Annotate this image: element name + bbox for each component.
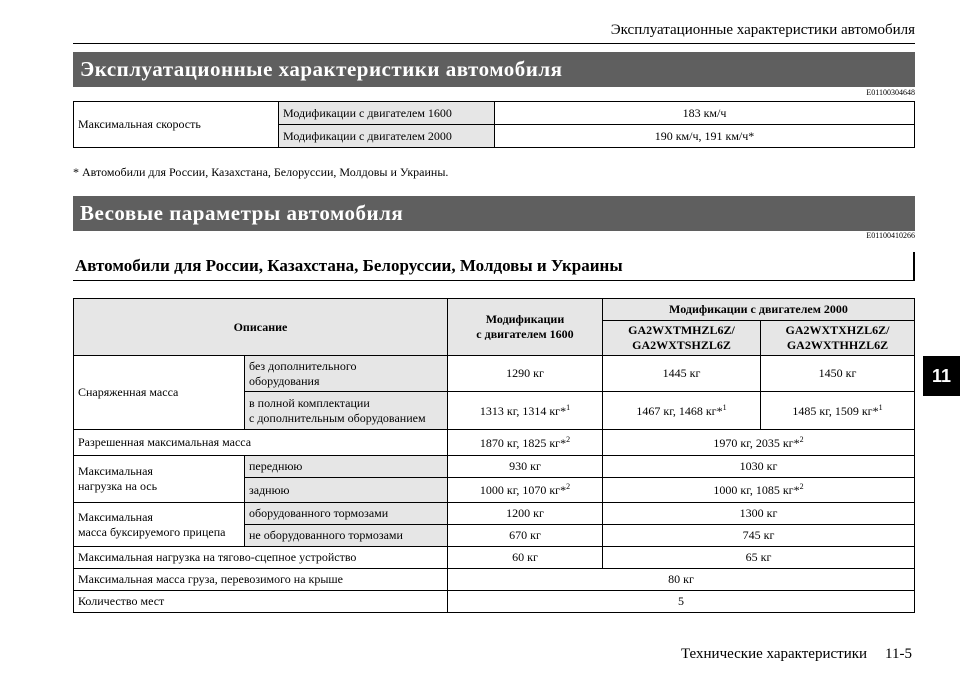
curb-full-equipment: [245, 392, 448, 430]
gross-mass-1600: [448, 430, 603, 456]
modification-1600: Модификации с двигателем 1600: [279, 102, 495, 125]
header-variant-b: [761, 321, 915, 356]
roof-load-value: 80 кг: [448, 569, 915, 591]
axle-front: переднюю: [245, 456, 448, 478]
curb-full-equipment-variant-b-value: 1485 кг, 1509 кг*: [792, 403, 879, 418]
curb-full-equipment-variant-b: [761, 392, 915, 430]
page-number: 11-5: [885, 646, 912, 662]
subheading-markets: Автомобили для России, Казахстана, Белоруссии, Молдовы и Украины: [73, 252, 915, 281]
curb-full-equipment-variant-a-value: 1467 кг, 1468 кг*: [636, 403, 723, 418]
trailer-mass-line2: масса буксируемого прицепа: [78, 524, 226, 539]
axle-front-1600: 930 кг: [448, 456, 603, 478]
axle-rear-2000: [603, 478, 915, 503]
axle-load-line2: нагрузка на ось: [78, 479, 158, 493]
section-banner-performance: Эксплуатационные характеристики автомобиля: [73, 52, 915, 87]
header-variant-a-line2: GA2WXTSHZL6Z: [632, 338, 731, 352]
section-banner-weights: Весовые параметры автомобиля: [73, 196, 915, 231]
header-mod-2000: Модификации с двигателем 2000: [603, 299, 915, 321]
footnote: * Автомобили для России, Казахстана, Белоруссии, Молдовы и Украины.: [73, 165, 449, 179]
curb-full-equipment-variant-a: [603, 392, 761, 430]
footnote-mark-2: 2: [566, 434, 571, 444]
max-speed-1600: 183 км/ч: [495, 102, 915, 125]
footnote-mark-2: 2: [799, 482, 804, 491]
seats-value: 5: [448, 591, 915, 613]
curb-full-equipment-line2: с дополнительным оборудованием: [249, 410, 426, 425]
curb-no-equipment-variant-b: 1450 кг: [761, 356, 915, 392]
gross-mass-label: Разрешенная максимальная масса: [74, 430, 448, 456]
max-speed-table: [73, 101, 915, 148]
curb-no-equipment: [245, 356, 448, 392]
footnote-mark-1: 1: [722, 402, 727, 412]
axle-rear: заднюю: [245, 478, 448, 503]
header-variant-a-line1: GA2WXTMHZL6Z/: [628, 323, 735, 337]
header-mod-1600: [448, 299, 603, 356]
footnote-mark-2: 2: [799, 434, 804, 444]
trailer-mass-line1: Максимальная: [78, 509, 153, 524]
curb-no-equipment-line1: без дополнительного: [249, 358, 357, 373]
axle-front-2000: 1030 кг: [603, 456, 915, 478]
footnote-mark-1: 1: [566, 402, 571, 412]
header-description: Описание: [74, 299, 448, 356]
footer-title: Технические характеристики: [680, 646, 868, 662]
curb-full-equipment-1600: [448, 392, 603, 430]
modification-2000: Модификации с двигателем 2000: [279, 125, 495, 148]
curb-no-equipment-variant-a: 1445 кг: [603, 356, 761, 392]
weights-table: [73, 298, 915, 613]
trailer-braked: оборудованного тормозами: [245, 503, 448, 525]
axle-load-line1: Максимальная: [78, 464, 153, 478]
axle-rear-1600-value: 1000 кг, 1070 кг*: [479, 483, 567, 497]
section-code-weights: E01100410266: [866, 231, 915, 240]
trailer-braked-2000: 1300 кг: [603, 503, 915, 525]
axle-rear-2000-value: 1000 кг, 1085 кг*: [713, 483, 800, 497]
towbar-load-2000: 65 кг: [603, 547, 915, 569]
trailer-mass-label: [74, 503, 245, 547]
chapter-tab: 11: [923, 356, 960, 396]
gross-mass-1600-value: 1870 кг, 1825 кг*: [479, 435, 567, 450]
header-mod-1600-line2: с двигателем 1600: [476, 327, 574, 341]
trailer-unbraked: не оборудованного тормозами: [245, 525, 448, 547]
trailer-unbraked-2000: 745 кг: [603, 525, 915, 547]
footnote-mark-1: 1: [878, 402, 883, 412]
curb-full-equipment-1600-value: 1313 кг, 1314 кг*: [479, 403, 567, 418]
towbar-load-1600: 60 кг: [448, 547, 603, 569]
curb-no-equipment-line2: оборудования: [249, 373, 320, 388]
trailer-unbraked-1600: 670 кг: [448, 525, 603, 547]
roof-load-label: Максимальная масса груза, перевозимого на крыше: [74, 569, 448, 591]
trailer-braked-1600: 1200 кг: [448, 503, 603, 525]
towbar-load-label: Максимальная нагрузка на тягово-сцепное устройство: [74, 547, 448, 569]
max-speed-2000: 190 км/ч, 191 км/ч*: [495, 125, 915, 148]
page-footer: [0, 646, 912, 663]
header-variant-b-line1: GA2WXTXHZL6Z/: [785, 323, 890, 337]
header-mod-1600-line1: Модификации: [485, 312, 565, 326]
running-head: Эксплуатационные характеристики автомобиля: [610, 22, 915, 38]
axle-load-label: [74, 456, 245, 503]
section-code-performance: E01100304648: [866, 88, 915, 97]
header-variant-b-line2: GA2WXTHHZL6Z: [786, 338, 889, 352]
gross-mass-2000-value: 1970 кг, 2035 кг*: [713, 435, 800, 450]
seats-label: Количество мест: [74, 591, 448, 613]
header-variant-a: [603, 321, 761, 356]
curb-mass-label: Снаряженная масса: [74, 356, 245, 430]
axle-rear-1600: [448, 478, 603, 503]
curb-full-equipment-line1: в полной комплектации: [249, 395, 370, 410]
max-speed-label: Максимальная скорость: [74, 102, 279, 148]
footnote-mark-2: 2: [566, 482, 571, 491]
curb-no-equipment-1600: 1290 кг: [448, 356, 603, 392]
header-rule: [73, 43, 915, 44]
gross-mass-2000: [603, 430, 915, 456]
